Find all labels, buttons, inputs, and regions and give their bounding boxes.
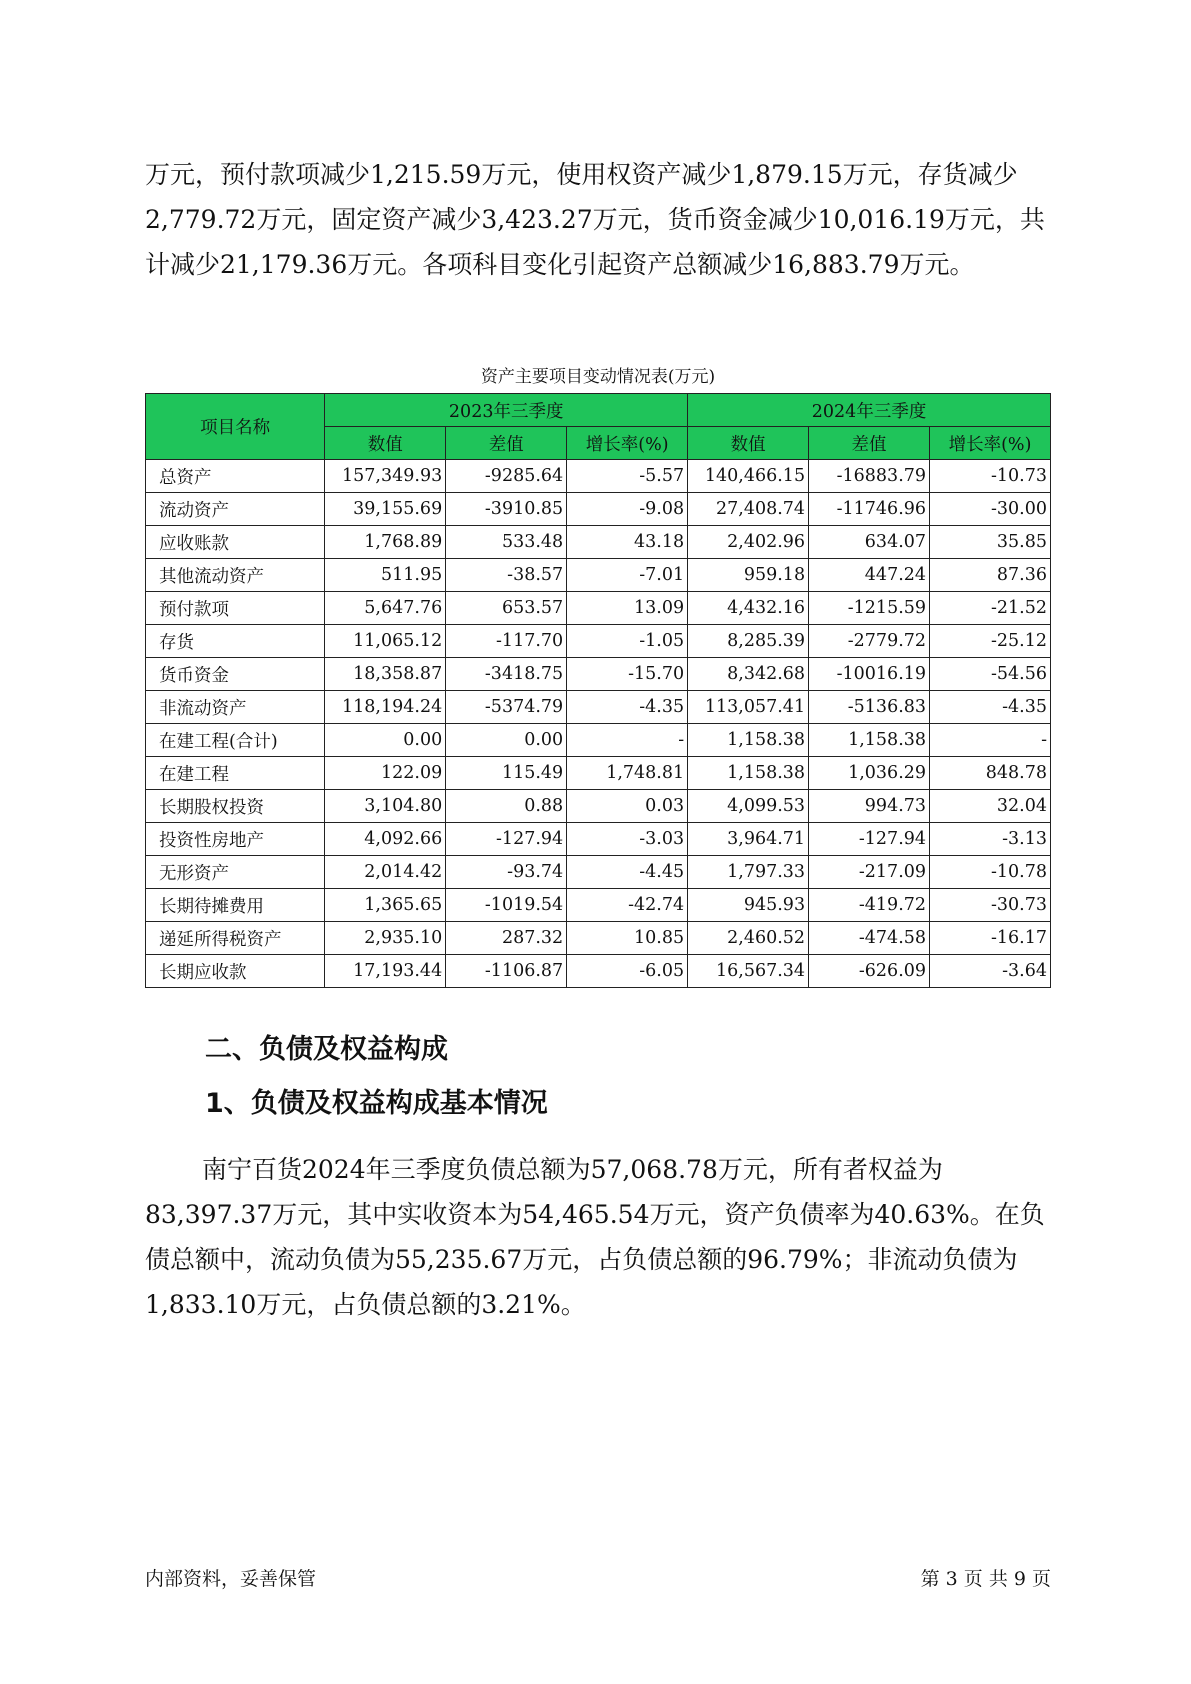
table-cell: 87.36: [930, 559, 1051, 592]
table-cell: -25.12: [930, 625, 1051, 658]
row-item-name: 货币资金: [146, 658, 325, 691]
table-cell: 4,432.16: [688, 592, 809, 625]
column-group-2023: 2023年三季度: [325, 394, 688, 427]
row-item-name: 存货: [146, 625, 325, 658]
table-cell: 17,193.44: [325, 955, 446, 988]
column-header-difference: 差值: [809, 427, 930, 460]
table-cell: 27,408.74: [688, 493, 809, 526]
asset-change-table: [145, 393, 1051, 988]
table-cell: -1215.59: [809, 592, 930, 625]
table-cell: 1,365.65: [325, 889, 446, 922]
table-cell: -21.52: [930, 592, 1051, 625]
table-row: [146, 559, 1051, 592]
table-cell: 1,158.38: [688, 724, 809, 757]
table-cell: -16.17: [930, 922, 1051, 955]
table-row: [146, 724, 1051, 757]
table-cell: -38.57: [446, 559, 567, 592]
table-cell: 1,158.38: [688, 757, 809, 790]
table-cell: 4,092.66: [325, 823, 446, 856]
table-cell: 35.85: [930, 526, 1051, 559]
table-cell: 1,748.81: [567, 757, 688, 790]
row-item-name: 其他流动资产: [146, 559, 325, 592]
table-cell: -42.74: [567, 889, 688, 922]
table-cell: 2,460.52: [688, 922, 809, 955]
column-header-item-name: 项目名称: [146, 394, 325, 460]
column-header-value: 数值: [688, 427, 809, 460]
table-cell: -3.03: [567, 823, 688, 856]
table-cell: -4.35: [567, 691, 688, 724]
table-cell: -474.58: [809, 922, 930, 955]
table-cell: 157,349.93: [325, 460, 446, 493]
table-cell: 8,285.39: [688, 625, 809, 658]
column-header-difference: 差值: [446, 427, 567, 460]
table-row: [146, 625, 1051, 658]
column-group-2024: 2024年三季度: [688, 394, 1051, 427]
row-item-name: 总资产: [146, 460, 325, 493]
table-row: [146, 856, 1051, 889]
row-item-name: 流动资产: [146, 493, 325, 526]
table-cell: -10016.19: [809, 658, 930, 691]
table-cell: 122.09: [325, 757, 446, 790]
table-cell: -5374.79: [446, 691, 567, 724]
table-cell: -30.00: [930, 493, 1051, 526]
table-cell: 511.95: [325, 559, 446, 592]
table-cell: -626.09: [809, 955, 930, 988]
table-cell: -419.72: [809, 889, 930, 922]
table-row: [146, 823, 1051, 856]
table-row: [146, 757, 1051, 790]
table-cell: 10.85: [567, 922, 688, 955]
table-cell: 39,155.69: [325, 493, 446, 526]
table-row: [146, 889, 1051, 922]
footer-confidential-note: 内部资料，妥善保管: [145, 1568, 317, 1590]
table-cell: -3418.75: [446, 658, 567, 691]
table-cell: -: [930, 724, 1051, 757]
table-cell: 959.18: [688, 559, 809, 592]
table-cell: -93.74: [446, 856, 567, 889]
row-item-name: 递延所得税资产: [146, 922, 325, 955]
table-cell: 18,358.87: [325, 658, 446, 691]
table-cell: 32.04: [930, 790, 1051, 823]
table-cell: -127.94: [809, 823, 930, 856]
table-cell: 140,466.15: [688, 460, 809, 493]
table-cell: -10.73: [930, 460, 1051, 493]
section-heading: 二、负债及权益构成: [205, 1034, 448, 1065]
table-row: [146, 922, 1051, 955]
table-cell: -5136.83: [809, 691, 930, 724]
table-row: [146, 592, 1051, 625]
table-cell: 2,402.96: [688, 526, 809, 559]
table-cell: -6.05: [567, 955, 688, 988]
table-cell: 634.07: [809, 526, 930, 559]
table-cell: 3,104.80: [325, 790, 446, 823]
table-cell: 113,057.41: [688, 691, 809, 724]
table-cell: -: [567, 724, 688, 757]
table-row: [146, 955, 1051, 988]
table-cell: -2779.72: [809, 625, 930, 658]
table-cell: 8,342.68: [688, 658, 809, 691]
table-cell: -11746.96: [809, 493, 930, 526]
table-cell: 115.49: [446, 757, 567, 790]
table-cell: -10.78: [930, 856, 1051, 889]
table-cell: 1,797.33: [688, 856, 809, 889]
column-header-growth-rate: 增长率(%): [930, 427, 1051, 460]
table-body: [146, 460, 1051, 988]
row-item-name: 在建工程(合计): [146, 724, 325, 757]
table-cell: 287.32: [446, 922, 567, 955]
table-cell: 533.48: [446, 526, 567, 559]
table-cell: 1,158.38: [809, 724, 930, 757]
table-cell: -7.01: [567, 559, 688, 592]
table-cell: -9.08: [567, 493, 688, 526]
table-cell: 3,964.71: [688, 823, 809, 856]
table-cell: -3.64: [930, 955, 1051, 988]
row-item-name: 长期待摊费用: [146, 889, 325, 922]
table-cell: 0.88: [446, 790, 567, 823]
table-row: [146, 790, 1051, 823]
table-cell: 945.93: [688, 889, 809, 922]
table-cell: 43.18: [567, 526, 688, 559]
table-cell: 4,099.53: [688, 790, 809, 823]
table-cell: 0.00: [446, 724, 567, 757]
row-item-name: 长期股权投资: [146, 790, 325, 823]
table-cell: 653.57: [446, 592, 567, 625]
table-cell: 994.73: [809, 790, 930, 823]
table-cell: -1.05: [567, 625, 688, 658]
table-cell: -3910.85: [446, 493, 567, 526]
column-header-value: 数值: [325, 427, 446, 460]
table-cell: -127.94: [446, 823, 567, 856]
table-cell: 11,065.12: [325, 625, 446, 658]
row-item-name: 预付款项: [146, 592, 325, 625]
table-cell: -54.56: [930, 658, 1051, 691]
table-row: [146, 493, 1051, 526]
subsection-heading: 1、负债及权益构成基本情况: [205, 1088, 548, 1119]
table-cell: 2,935.10: [325, 922, 446, 955]
liabilities-paragraph: 南宁百货2024年三季度负债总额为57,068.78万元，所有者权益为83,397.37万元，其中实收资本为54,465.54万元，资产负债率为40.63%。在负债总额中，流动负债为55,235.67万元，占负债总额的96.79%；非流动负债为1,833.10万元，占负债总额的3.21%。: [145, 1155, 1045, 1319]
table-cell: 13.09: [567, 592, 688, 625]
table-cell: -4.45: [567, 856, 688, 889]
table-cell: -3.13: [930, 823, 1051, 856]
table-cell: -117.70: [446, 625, 567, 658]
row-item-name: 应收账款: [146, 526, 325, 559]
table-cell: -1106.87: [446, 955, 567, 988]
row-item-name: 投资性房地产: [146, 823, 325, 856]
table-cell: -15.70: [567, 658, 688, 691]
row-item-name: 无形资产: [146, 856, 325, 889]
column-header-growth-rate: 增长率(%): [567, 427, 688, 460]
table-row: [146, 526, 1051, 559]
table-cell: -9285.64: [446, 460, 567, 493]
row-item-name: 长期应收款: [146, 955, 325, 988]
table-cell: 447.24: [809, 559, 930, 592]
intro-paragraph: 万元，预付款项减少1,215.59万元，使用权资产减少1,879.15万元，存货减少2,779.72万元，固定资产减少3,423.27万元，货币资金减少10,016.19万元，共计减少21,179.36万元。各项科目变化引起资产总额减少16,883.79万元。: [145, 160, 1045, 279]
table-cell: 848.78: [930, 757, 1051, 790]
table-row: [146, 691, 1051, 724]
table-cell: 118,194.24: [325, 691, 446, 724]
table-cell: 0.00: [325, 724, 446, 757]
table-caption: 资产主要项目变动情况表(万元): [480, 367, 716, 387]
table-cell: 1,768.89: [325, 526, 446, 559]
table-row: [146, 658, 1051, 691]
table-cell: 1,036.29: [809, 757, 930, 790]
table-row: [146, 460, 1051, 493]
table-cell: -5.57: [567, 460, 688, 493]
table-cell: -16883.79: [809, 460, 930, 493]
table-cell: -217.09: [809, 856, 930, 889]
footer-page-number: 第 3 页 共 9 页: [920, 1568, 1051, 1590]
table-cell: -30.73: [930, 889, 1051, 922]
row-item-name: 在建工程: [146, 757, 325, 790]
table-cell: 16,567.34: [688, 955, 809, 988]
table-cell: 5,647.76: [325, 592, 446, 625]
table-cell: 0.03: [567, 790, 688, 823]
table-cell: -1019.54: [446, 889, 567, 922]
table-cell: 2,014.42: [325, 856, 446, 889]
row-item-name: 非流动资产: [146, 691, 325, 724]
table-cell: -4.35: [930, 691, 1051, 724]
